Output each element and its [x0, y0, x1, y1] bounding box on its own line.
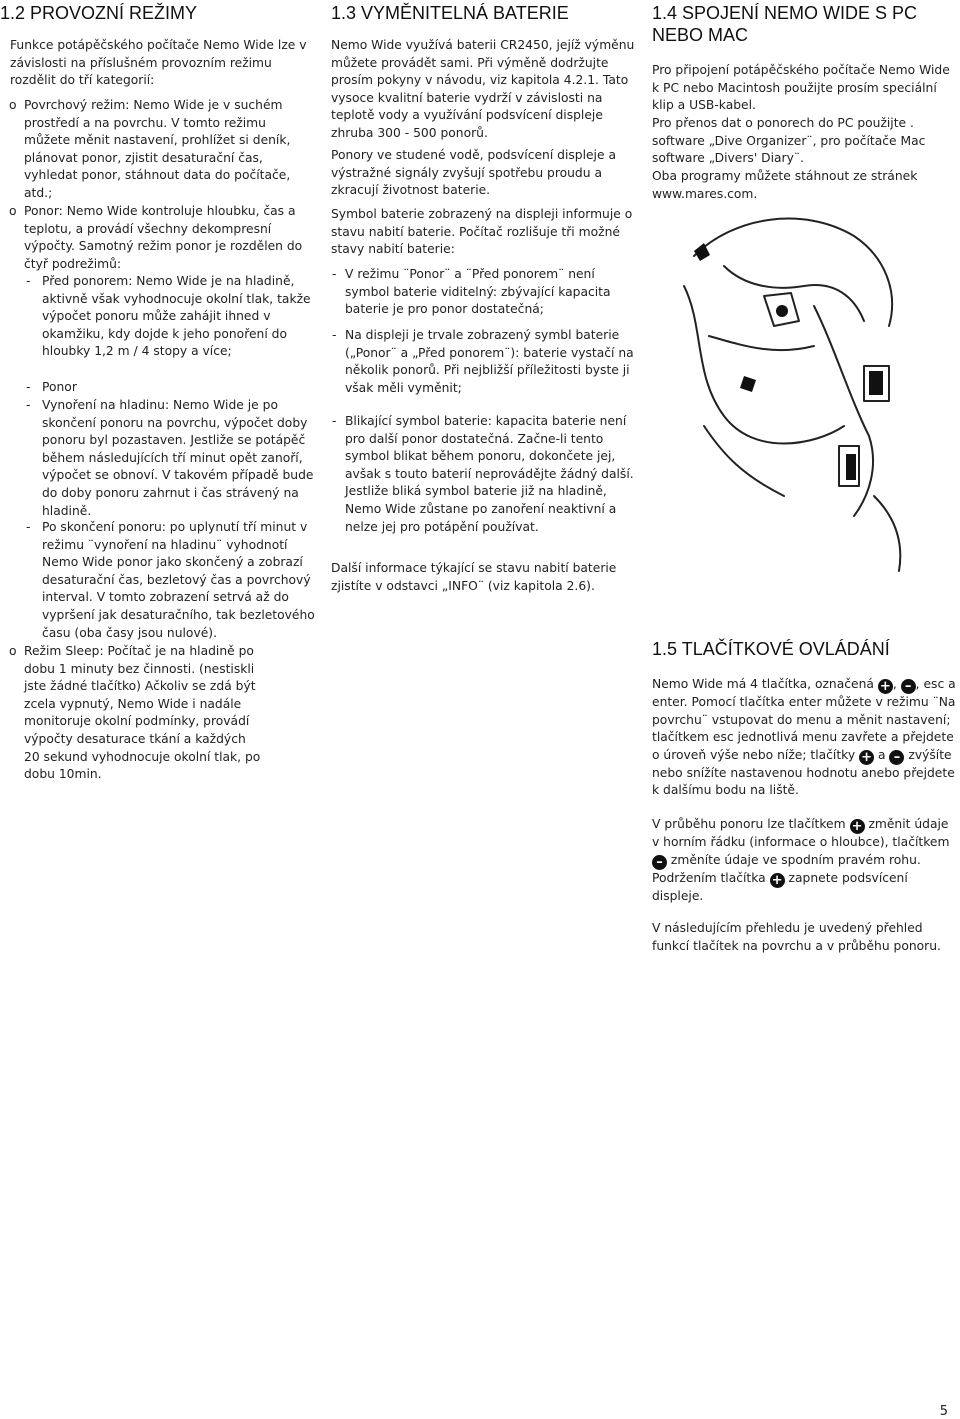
battery-paragraph-4: Další informace týkající se stavu nabití baterie zjistíte v odstavci „INFO¨ (viz kapitola 2.6). [331, 561, 617, 593]
diver-computer-illustration [664, 196, 914, 586]
submode-surfacing [0, 397, 315, 520]
submode-dive [0, 379, 315, 397]
dash-marker: - [26, 520, 31, 534]
submode-pre-dive [0, 273, 315, 361]
battery-paragraph-2: Ponory ve studené vodě, podsvícení displeje a výstražné signály zvyšují spotřebu proudu a zkracují životnost baterie. [331, 148, 616, 198]
dash-marker: - [26, 398, 31, 412]
bullet-marker: o [9, 204, 17, 218]
plus-button-icon: + [770, 873, 785, 888]
buttons-paragraph-2 [652, 816, 957, 905]
bullet-text: Ponor: Nemo Wide kontroluje hloubku, čas a teplotu, a provádí všechny dekompresní výpočty. Samotný režim ponor je rozdělen do čtyř podrežimů: [24, 204, 303, 271]
bullet-text: Povrchový režim: Nemo Wide je v suchém prostředí a na povrchu. V tomto režimu můžete měnit nastavení, prohlížet si deník, plánovat ponor, zjistit desaturační čas, vyhledat ponor, stáhnout data do počítače, atd.; [24, 98, 291, 200]
pc-paragraph-1: Pro připojení potápěčského počítače Nemo Wide k PC nebo Macintosh použijte prosím speciální klip a USB-kabel. [652, 63, 950, 113]
bullet-marker: o [9, 98, 17, 112]
battery-paragraph-1: Nemo Wide využívá baterii CR2450, jejíž výměnu můžete provádět sami. Při výměně dodržujte prosím pokyny v návodu, viz kapitola 4.2.1. Tato vysoce kvalitní baterie vydrží v závislosti na teplotě vody a využívání podsvícení displeje zhruba 300 - 500 ponorů. [331, 38, 635, 140]
submode-text: Po skončení ponoru: po uplynutí tří minut v režimu ¨vynoření na hladinu¨ vyhodnotí Nemo Wide ponor jako skončený a zobrazí desaturační čas, bezletový čas a povrchový interval. V tomto zobrazení setrvá až do vypršení jak desaturačního, tak bezletového času (oba časy jsou nulové). [42, 520, 315, 640]
intro-paragraph: Funkce potápěčského počítače Nemo Wide lze v závislosti na příslušném provozním režimu rozdělit do tří kategorií: [10, 38, 307, 88]
minus-button-icon: – [889, 750, 904, 765]
text-run: zapnete podsvícení displeje. [652, 870, 908, 903]
text-run: , esc a enter. Pomocí tlačítka enter můžete v režimu ¨Na povrchu¨ vstupovat do menu a měnit nastavení; tlačítkem esc jednotlivá menu zavřete a přejdete o úroveň výše nebo níže; tlačítky [652, 677, 956, 762]
section-title-1-2: 1.2 PROVOZNÍ REŽIMY [0, 3, 198, 23]
submode-text: Vynoření na hladinu: Nemo Wide je po skončení ponoru na povrchu, výpočet doby ponoru byl pozastaven. Jestliže se potápěč během následujících tří minut opět zanoří, výpočet se obnoví. V takovém případě bude do doby ponoru zahrnut i čas strávený na hladině. [42, 398, 314, 518]
dash-marker: - [332, 414, 337, 428]
plus-button-icon: + [859, 750, 874, 765]
section-title-1-5: 1.5 TLAČÍTKOVÉ OVLÁDÁNÍ [652, 639, 890, 659]
text-run: a [877, 747, 886, 762]
submode-text: Ponor [42, 380, 77, 394]
submode-post-dive [0, 519, 315, 642]
battery-state-text: Na displeji je trvale zobrazený symbl baterie („Ponor¨ a „Před ponorem¨): baterie vystačí na několik ponorů. Při nejbližší příležitosti byste ji však měli vyměnit; [345, 328, 634, 395]
bullet-marker: o [9, 644, 17, 658]
section-title-line-1: 1.4 SPOJENÍ NEMO WIDE S PC [652, 3, 918, 23]
battery-paragraph-3: Symbol baterie zobrazený na displeji informuje o stavu nabití baterie. Počítač rozlišuje tři možné stavy nabití baterie: [331, 207, 633, 257]
battery-state-none [331, 266, 641, 319]
bullet-text: Režim Sleep: Počítač je na hladině po dobu 1 minuty bez činnosti. (nestiskli jste žádné tlačítko) Ačkoliv se zdá být zcela vypnutý, Nemo Wide i nadále monitoruje okolní podmínky, provádí výpočty desaturace tkání a každých 20 sekund vyhodnocuje okolní tlak, po dobu 10min. [24, 644, 261, 782]
text-run: změnit údaje v horním řádku (informace o hloubce), tlačítkem [652, 817, 950, 849]
dash-marker: - [332, 267, 337, 281]
section-title-1-3: 1.3 VYMĚNITELNÁ BATERIE [331, 3, 569, 23]
page-number: 5 [939, 1404, 948, 1419]
dash-marker: - [332, 328, 337, 342]
pc-paragraph-3: Oba programy můžete stáhnout ze stránek www.mares.com. [652, 169, 918, 201]
buttons-paragraph-1: Nemo Wide má 4 tlačítka, označená + , – , esc a enter. Pomocí tlačítka enter můžete v režimu ¨Na povrchu¨ vstupovat do menu a měnit nastavení; tlačítkem esc jednotlivá menu zavřete a přejdete o úroveň výše nebo níže; tlačítky + a – zvýšíte nebo snížíte nastavenou hodnotu anebo přejdete k dalšímu bodu na liště. [652, 677, 956, 798]
plus-button-icon: + [850, 819, 865, 834]
dash-marker: - [26, 274, 31, 288]
bullet-dive-mode [0, 203, 315, 273]
text-run: V průběhu ponoru lze tlačítkem [652, 817, 846, 831]
submode-text: Před ponorem: Nemo Wide je na hladině, aktivně však vyhodnocuje okolní tlak, takže výpočet ponoru může zahájit ihned v okamžiku, kdy dojde k jeho ponoření do hloubky 1,2 m / 4 stopy a více; [42, 274, 311, 359]
pc-paragraph-2: Pro přenos dat o ponorech do PC použijte . software „Dive Organizer¨, pro počítače Mac software „Divers' Diary¨. [652, 116, 926, 166]
battery-state-text: V režimu ¨Ponor¨ a ¨Před ponorem¨ není symbol baterie viditelný: zbývající kapacita baterie je pro ponor dostatečná; [345, 267, 611, 317]
minus-button-icon: – [901, 679, 916, 694]
text-run: Nemo Wide má 4 tlačítka, označená [652, 677, 874, 691]
dash-marker: - [26, 380, 31, 394]
battery-state-steady [331, 327, 641, 397]
battery-state-text: Blikající symbol baterie: kapacita baterie není pro další ponor dostatečná. Začne-li tento symbol blikat během ponoru, dokončete jej, avšak s touto baterií neprovádějte žádný další. Jestliže bliká symbol baterie již na hladině, Nemo Wide zůstane po zanoření neaktivní a nelze jej pro potápění používat. [345, 414, 634, 534]
battery-state-blinking [331, 413, 641, 536]
plus-button-icon: + [878, 679, 893, 694]
bullet-surface-mode [0, 97, 315, 203]
section-title-1-4 [652, 2, 917, 46]
text-run: zvýšíte nebo snížíte nastavenou hodnotu anebo přejdete k dalšímu bodu na liště. [652, 747, 955, 798]
buttons-paragraph-3: V následujícím přehledu je uvedený přehled funkcí tlačítek na povrchu a v průběhu ponoru. [652, 921, 941, 953]
section-title-line-2: NEBO MAC [652, 25, 749, 45]
minus-button-icon: – [652, 855, 667, 870]
bullet-sleep-mode [0, 643, 265, 784]
text-run: změníte údaje ve spodním pravém rohu. Podržením tlačítka [652, 852, 921, 885]
